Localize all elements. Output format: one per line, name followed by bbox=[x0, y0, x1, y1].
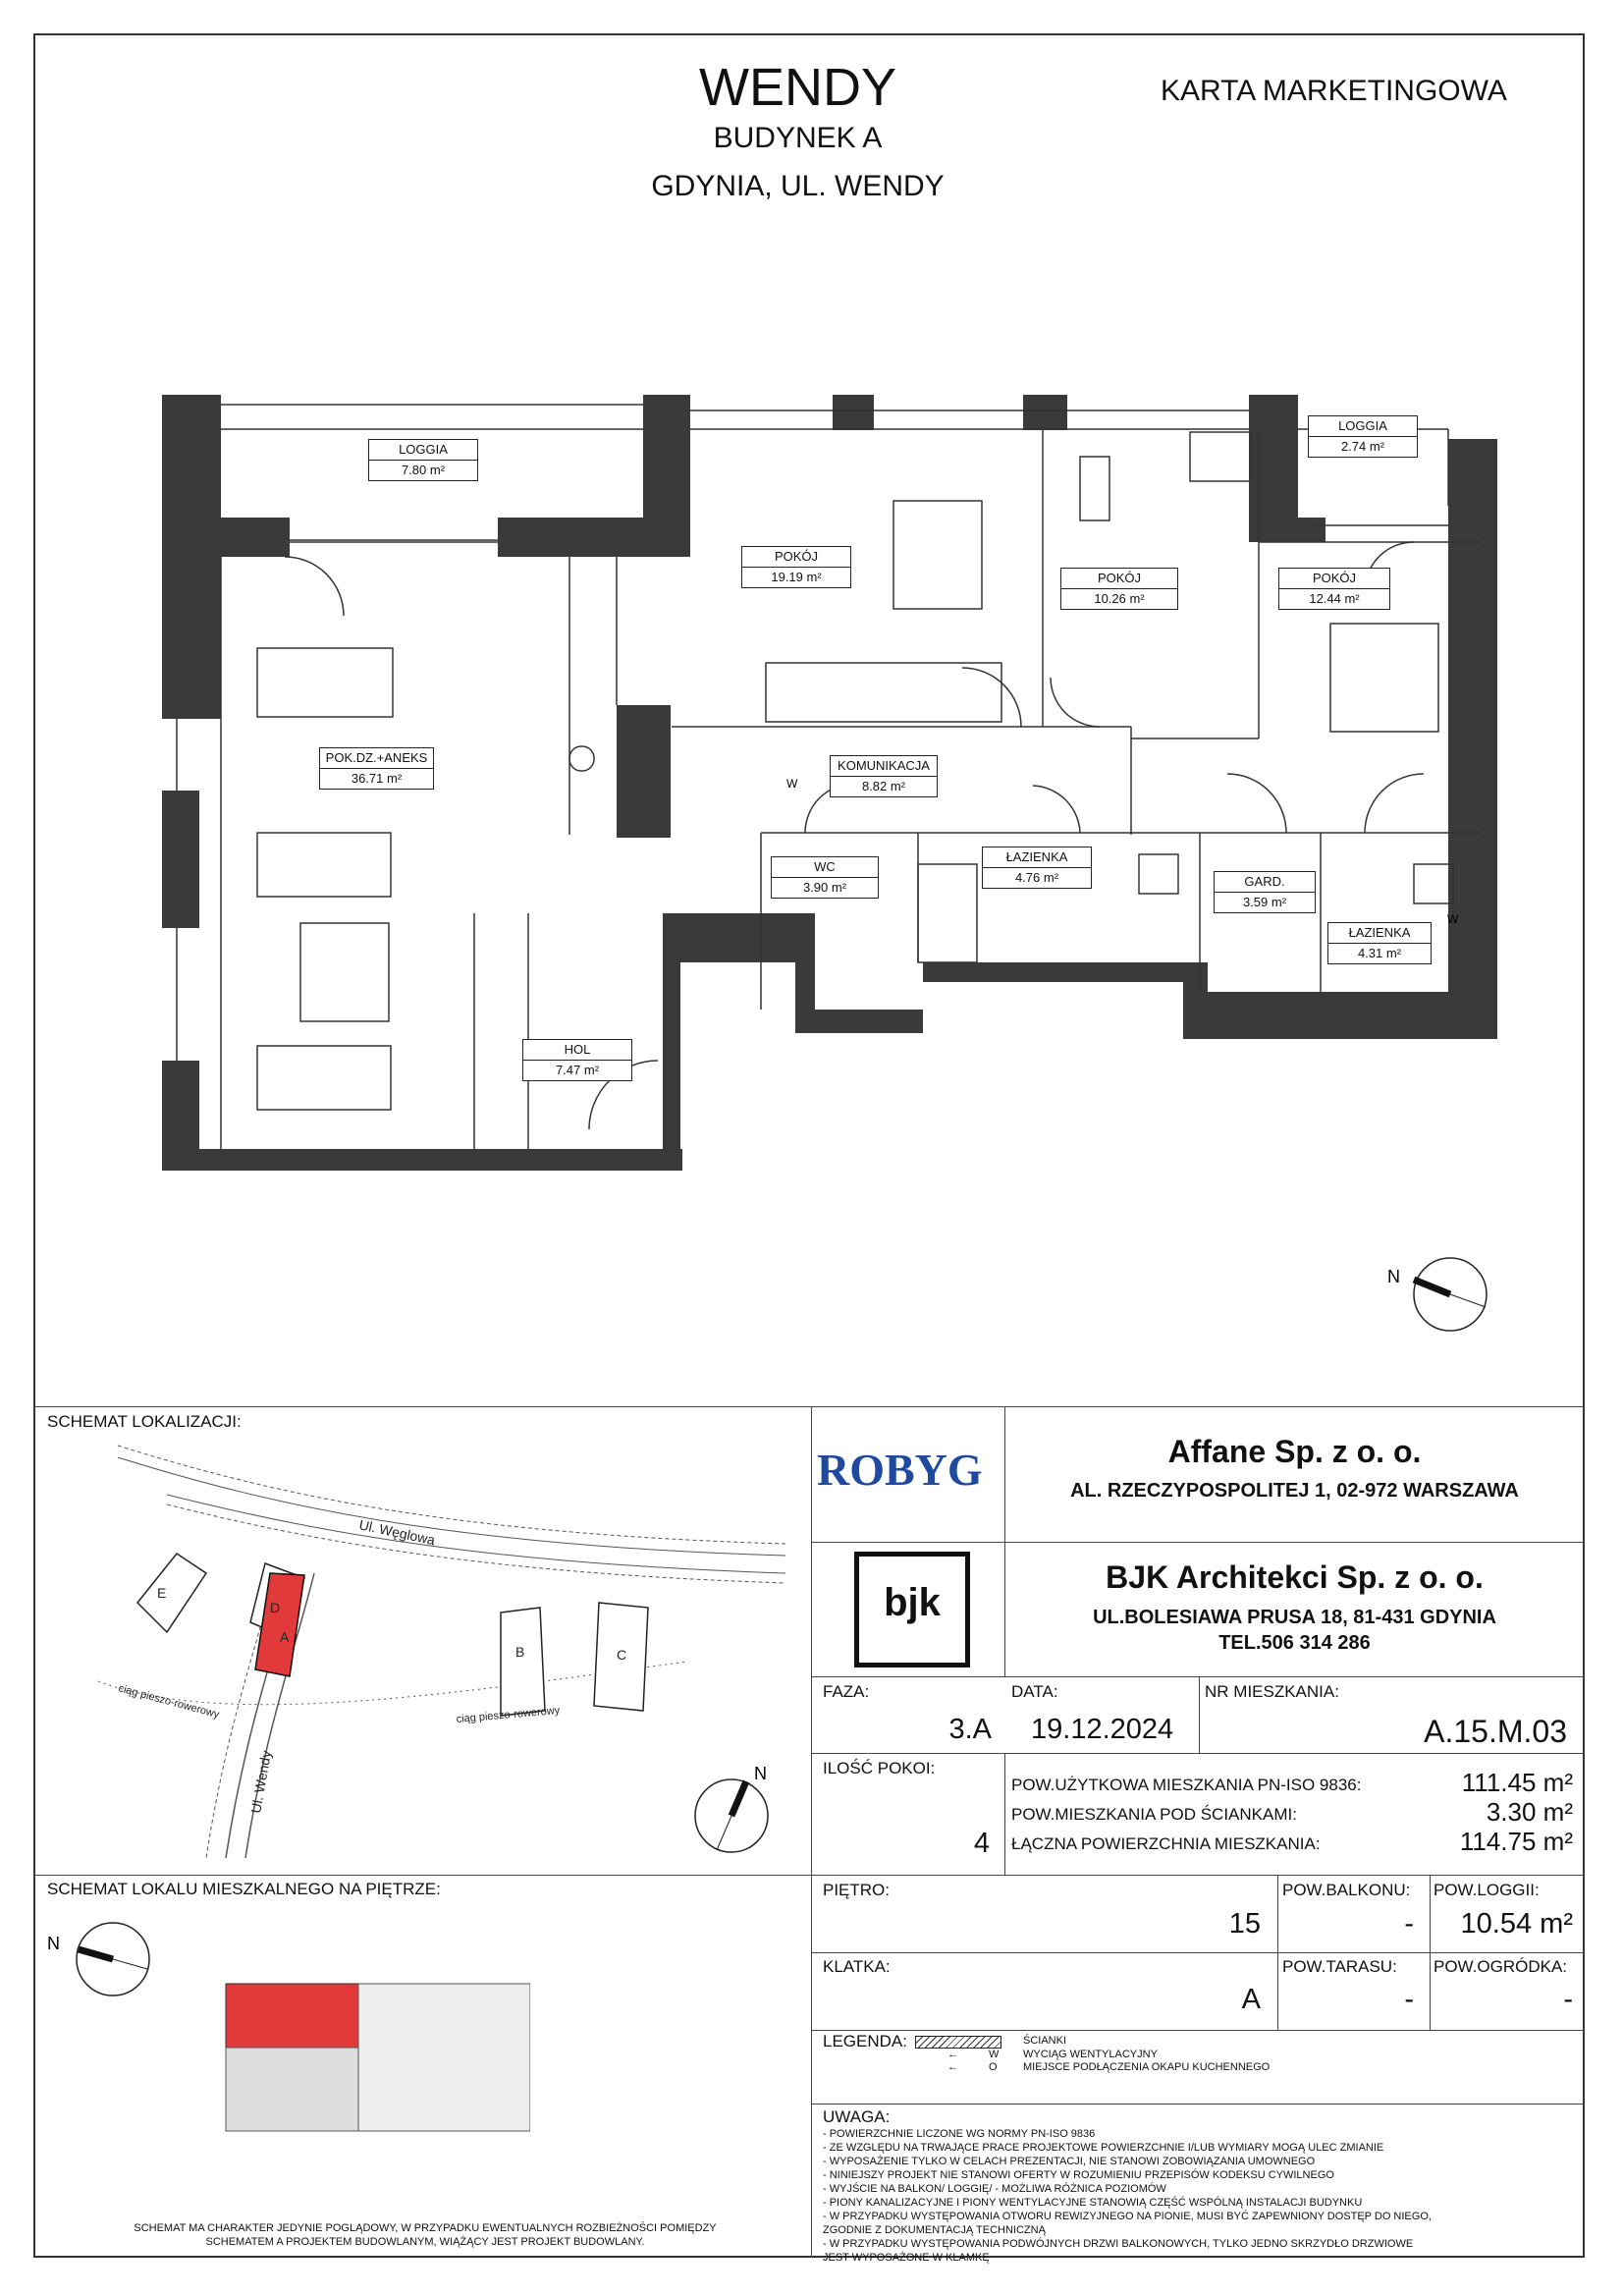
pietro-value: 15 bbox=[1228, 1908, 1261, 1940]
note-item: JEST WYPOSAŻONE W KLAMKĘ bbox=[823, 2252, 990, 2264]
divider bbox=[811, 1952, 1585, 1953]
path-label: ciąg pieszo-rowerowy bbox=[456, 1704, 561, 1725]
pokoje-value: 4 bbox=[973, 1828, 990, 1859]
room-label: ŁAZIENKA 4.31 m² bbox=[1327, 922, 1432, 964]
klatka-value: A bbox=[1241, 1984, 1261, 2015]
wall bbox=[617, 705, 671, 838]
pow-sciankami-value: 3.30 m² bbox=[1486, 1797, 1573, 1827]
bjk-logo: bjk bbox=[884, 1581, 941, 1624]
pokoje-label: ILOŚĆ POKOI: bbox=[823, 1759, 936, 1777]
architect-name: BJK Architekci Sp. z o. o. bbox=[1106, 1559, 1484, 1595]
robyg-logo: ROBYG bbox=[817, 1445, 983, 1495]
developer-address: AL. RZECZYPOSPOLITEJ 1, 02-972 WARSZAWA bbox=[1070, 1480, 1519, 1502]
pietro-label: PIĘTRO: bbox=[823, 1881, 891, 1899]
taras-value: - bbox=[1404, 1984, 1414, 2015]
wall bbox=[162, 1149, 682, 1171]
divider bbox=[811, 1676, 1585, 1677]
compass-icon bbox=[77, 1923, 149, 1995]
legend-vent-letter: W bbox=[989, 2049, 1000, 2060]
street-label: Ul. Wendy bbox=[247, 1749, 275, 1815]
compass-letter: N bbox=[754, 1764, 767, 1783]
section-label: SCHEMAT LOKALIZACJI: bbox=[47, 1412, 242, 1431]
loggia-value: 10.54 m² bbox=[1460, 1908, 1573, 1940]
wall bbox=[162, 791, 199, 928]
wall bbox=[663, 913, 815, 962]
street-label: Ul. Węglowa bbox=[357, 1516, 437, 1549]
location-map bbox=[79, 1436, 805, 1868]
notes-label: UWAGA: bbox=[823, 2107, 891, 2126]
wall bbox=[663, 913, 680, 1171]
room-label: POKÓJ 10.26 m² bbox=[1060, 568, 1178, 610]
klatka-label: KLATKA: bbox=[823, 1957, 891, 1976]
building-label: D bbox=[270, 1600, 281, 1615]
note-item: - ZE WZGLĘDU NA TRWAJĄCE PRACE PROJEKTOWE POWIERZCHNIE I/LUB WYMIARY MOGĄ ULEC ZMIANIE bbox=[823, 2142, 1384, 2154]
room-label: POK.DZ.+ANEKS 36.71 m² bbox=[319, 747, 434, 790]
nr-label: NR MIESZKANIA: bbox=[1205, 1682, 1339, 1701]
faza-label: FAZA: bbox=[823, 1682, 870, 1701]
loggia-label: POW.LOGGII: bbox=[1434, 1881, 1540, 1899]
note-item: - POWIERZCHNIE LICZONE WG NORMY PN-ISO 9836 bbox=[823, 2128, 1096, 2140]
wall bbox=[162, 395, 221, 719]
divider bbox=[33, 1406, 1585, 1407]
arrow-left-icon: ← bbox=[947, 2049, 958, 2060]
divider bbox=[811, 2030, 1585, 2031]
building-e bbox=[137, 1554, 206, 1632]
room-label: HOL 7.47 m² bbox=[522, 1039, 632, 1081]
legend-vent-letter: O bbox=[989, 2061, 998, 2073]
note-item: - WYJŚCIE NA BALKON/ LOGGIĘ/ - MOŻLIWA RÓŻNICA POZIOMÓW bbox=[823, 2183, 1166, 2195]
divider bbox=[811, 1542, 1585, 1543]
divider bbox=[33, 1875, 1585, 1876]
room-label: LOGGIA 2.74 m² bbox=[1308, 415, 1418, 458]
faza-value: 3.A bbox=[948, 1714, 992, 1745]
building-name: BUDYNEK A bbox=[713, 122, 883, 154]
wall bbox=[833, 395, 874, 430]
vent-letter: W bbox=[1447, 912, 1459, 926]
room-label: POKÓJ 12.44 m² bbox=[1278, 568, 1390, 610]
legend-item: MIEJSCE PODŁĄCZENIA OKAPU KUCHENNEGO bbox=[1023, 2061, 1271, 2073]
disclaimer: SCHEMAT MA CHARAKTER JEDYNIE POGLĄDOWY, W PRZYPADKU EWENTUALNYCH ROZBIEŻNOŚCI POMIĘDZY bbox=[134, 2222, 717, 2234]
pow-uzytkowa-label: POW.UŻYTKOWA MIESZKANIA PN-ISO 9836: bbox=[1011, 1776, 1362, 1794]
compass-letter: N bbox=[47, 1934, 60, 1953]
note-item: ZGODNIE Z DOKUMENTACJĄ TECHNICZNĄ bbox=[823, 2224, 1046, 2236]
wall bbox=[1183, 962, 1208, 1039]
wall bbox=[1249, 395, 1298, 542]
wall bbox=[1448, 439, 1497, 1038]
section-label: SCHEMAT LOKALU MIESZKALNEGO NA PIĘTRZE: bbox=[47, 1880, 441, 1898]
building-b bbox=[501, 1608, 545, 1716]
balkon-label: POW.BALKONU: bbox=[1282, 1881, 1411, 1899]
pow-sciankami-label: POW.MIESZKANIA POD ŚCIANKAMI: bbox=[1011, 1805, 1297, 1824]
room-label: LOGGIA 7.80 m² bbox=[368, 439, 478, 481]
pow-laczna-value: 114.75 m² bbox=[1459, 1827, 1573, 1856]
building-label: E bbox=[157, 1585, 167, 1601]
building-label: A bbox=[280, 1629, 290, 1645]
compass-icon bbox=[1414, 1258, 1487, 1331]
taras-label: POW.TARASU: bbox=[1282, 1957, 1397, 1976]
legend-item: WYCIĄG WENTYLACYJNY bbox=[1023, 2049, 1158, 2060]
divider bbox=[811, 1753, 1585, 1754]
note-item: - PIONY KANALIZACYJNE I PIONY WENTYLACYJNE STANOWIĄ CZĘŚĆ WSPÓLNĄ INSTALACJI BUDYNKU bbox=[823, 2197, 1363, 2209]
room-label: POKÓJ 19.19 m² bbox=[741, 546, 851, 588]
pow-laczna-label: ŁĄCZNA POWIERZCHNIA MIESZKANIA: bbox=[1011, 1834, 1321, 1853]
project-address: GDYNIA, UL. WENDY bbox=[651, 170, 945, 202]
wall bbox=[923, 962, 1188, 982]
pow-uzytkowa-value: 111.45 m² bbox=[1461, 1768, 1573, 1797]
room-label: KOMUNIKACJA 8.82 m² bbox=[830, 755, 938, 797]
note-item: - W PRZYPADKU WYSTĘPOWANIA OTWORU REWIZYJNEGO NA PIONIE, MUSI BYĆ ZAPEWNIONY DOSTĘP DO NIEGO, bbox=[823, 2211, 1432, 2222]
floor-scheme-map bbox=[39, 1900, 530, 2146]
path-label: ciąg pieszo-rowerowy bbox=[117, 1682, 221, 1722]
note-item: - WYPOSAŻENIE TYLKO W CELACH PREZENTACJI, NIE STANOWI ZOBOWIĄZANIA UMOWNEGO bbox=[823, 2156, 1316, 2167]
room-label: GARD. 3.59 m² bbox=[1214, 871, 1316, 913]
legend-item: ŚCIANKI bbox=[1023, 2035, 1067, 2047]
vent-letter: W bbox=[786, 777, 798, 791]
ogrodek-value: - bbox=[1563, 1984, 1573, 2015]
data-label: DATA: bbox=[1011, 1682, 1058, 1701]
architect-phone: TEL.506 314 286 bbox=[1218, 1632, 1371, 1654]
legend-label: LEGENDA: bbox=[823, 2032, 907, 2050]
divider bbox=[1004, 1753, 1005, 1875]
divider bbox=[811, 2104, 1585, 2105]
balkon-value: - bbox=[1404, 1908, 1414, 1940]
wall bbox=[1298, 518, 1325, 542]
divider bbox=[1199, 1676, 1200, 1753]
arrow-left-icon: ← bbox=[947, 2061, 958, 2073]
room-label: ŁAZIENKA 4.76 m² bbox=[982, 847, 1092, 889]
note-item: - NINIEJSZY PROJEKT NIE STANOWI OFERTY W ROZUMIENIU PRZEPISÓW KODEKSU CYWILNEGO bbox=[823, 2169, 1334, 2181]
architect-address: UL.BOLESIAWA PRUSA 18, 81-431 GDYNIA bbox=[1093, 1607, 1496, 1628]
building-label: C bbox=[617, 1647, 627, 1663]
card-type: KARTA MARKETINGOWA bbox=[1161, 75, 1507, 107]
ogrodek-label: POW.OGRÓDKA: bbox=[1434, 1957, 1568, 1976]
nr-value: A.15.M.03 bbox=[1424, 1714, 1567, 1749]
note-item: - W PRZYPADKU WYSTĘPOWANIA PODWÓJNYCH DRZWI BALKONOWYCH, TYLKO JEDNO SKRZYDŁO DRZWIOWE bbox=[823, 2238, 1414, 2250]
wall bbox=[795, 1010, 923, 1033]
data-value: 19.12.2024 bbox=[1031, 1714, 1174, 1745]
legend-hatch-swatch bbox=[915, 2036, 1001, 2049]
compass-icon bbox=[695, 1779, 768, 1852]
wall bbox=[643, 395, 690, 557]
divider bbox=[811, 1406, 812, 2258]
compass-letter: N bbox=[1387, 1267, 1400, 1286]
notes-list bbox=[823, 2127, 1432, 2265]
room-label: WC 3.90 m² bbox=[771, 856, 879, 899]
wall bbox=[221, 518, 290, 557]
project-title: WENDY bbox=[699, 58, 896, 117]
developer-name: Affane Sp. z o. o. bbox=[1167, 1434, 1422, 1469]
building-label: B bbox=[515, 1644, 525, 1660]
disclaimer: SCHEMATEM A PROJEKTEM BUDOWLANYM, WIĄŻĄCY JEST PROJEKT BUDOWLANY. bbox=[205, 2236, 645, 2248]
wall bbox=[1188, 992, 1497, 1039]
wall bbox=[1023, 395, 1067, 430]
